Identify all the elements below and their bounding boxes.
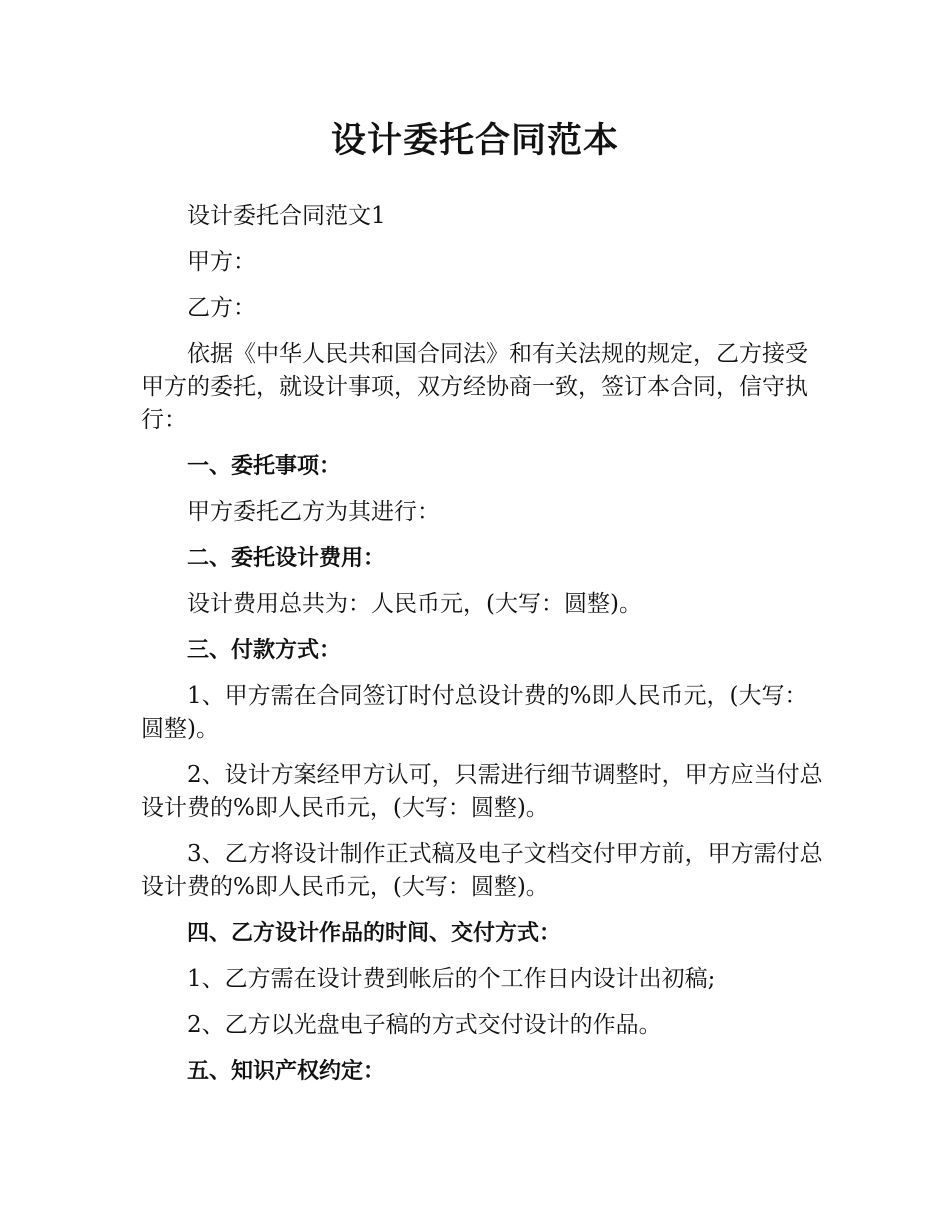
subtitle-paragraph: 设计委托合同范文1 — [187, 203, 386, 229]
section-4-item-1: 1、乙方需在设计费到帐后的个工作日内设计出初稿; — [187, 966, 716, 992]
party-a-line: 甲方： — [187, 249, 256, 275]
section-heading-5: 五、知识产权约定： — [187, 1059, 386, 1084]
section-1-paragraph: 甲方委托乙方为其进行： — [187, 499, 440, 525]
section-heading-4: 四、乙方设计作品的时间、交付方式： — [187, 921, 562, 946]
section-3-item-1: 1、甲方需在合同签订时付总设计费的%即人民币元，(大写：圆整)。 — [141, 683, 808, 742]
section-heading-2: 二、委托设计费用： — [187, 546, 386, 571]
section-heading-1: 一、委托事项： — [187, 454, 342, 479]
document-body — [141, 200, 829, 1101]
section-4-item-2: 2、乙方以光盘电子稿的方式交付设计的作品。 — [187, 1012, 662, 1038]
section-3-item-3: 3、乙方将设计制作正式稿及电子文档交付甲方前，甲方需付总设计费的%即人民币元，(大写：圆整)。 — [141, 841, 823, 900]
party-b-line: 乙方： — [187, 295, 256, 321]
section-heading-3: 三、付款方式： — [187, 638, 342, 663]
document-title: 设计委托合同范本 — [330, 121, 619, 161]
preamble-paragraph: 依据《中华人民共和国合同法》和有关法规的规定，乙方接受甲方的委托，就设计事项，双方经协商一致，签订本合同，信守执行： — [141, 341, 808, 433]
section-3-item-2: 2、设计方案经甲方认可，只需进行细节调整时，甲方应当付总设计费的%即人民币元，(大写：圆整)。 — [141, 762, 823, 821]
section-2-paragraph: 设计费用总共为：人民币元，(大写：圆整)。 — [187, 591, 642, 617]
